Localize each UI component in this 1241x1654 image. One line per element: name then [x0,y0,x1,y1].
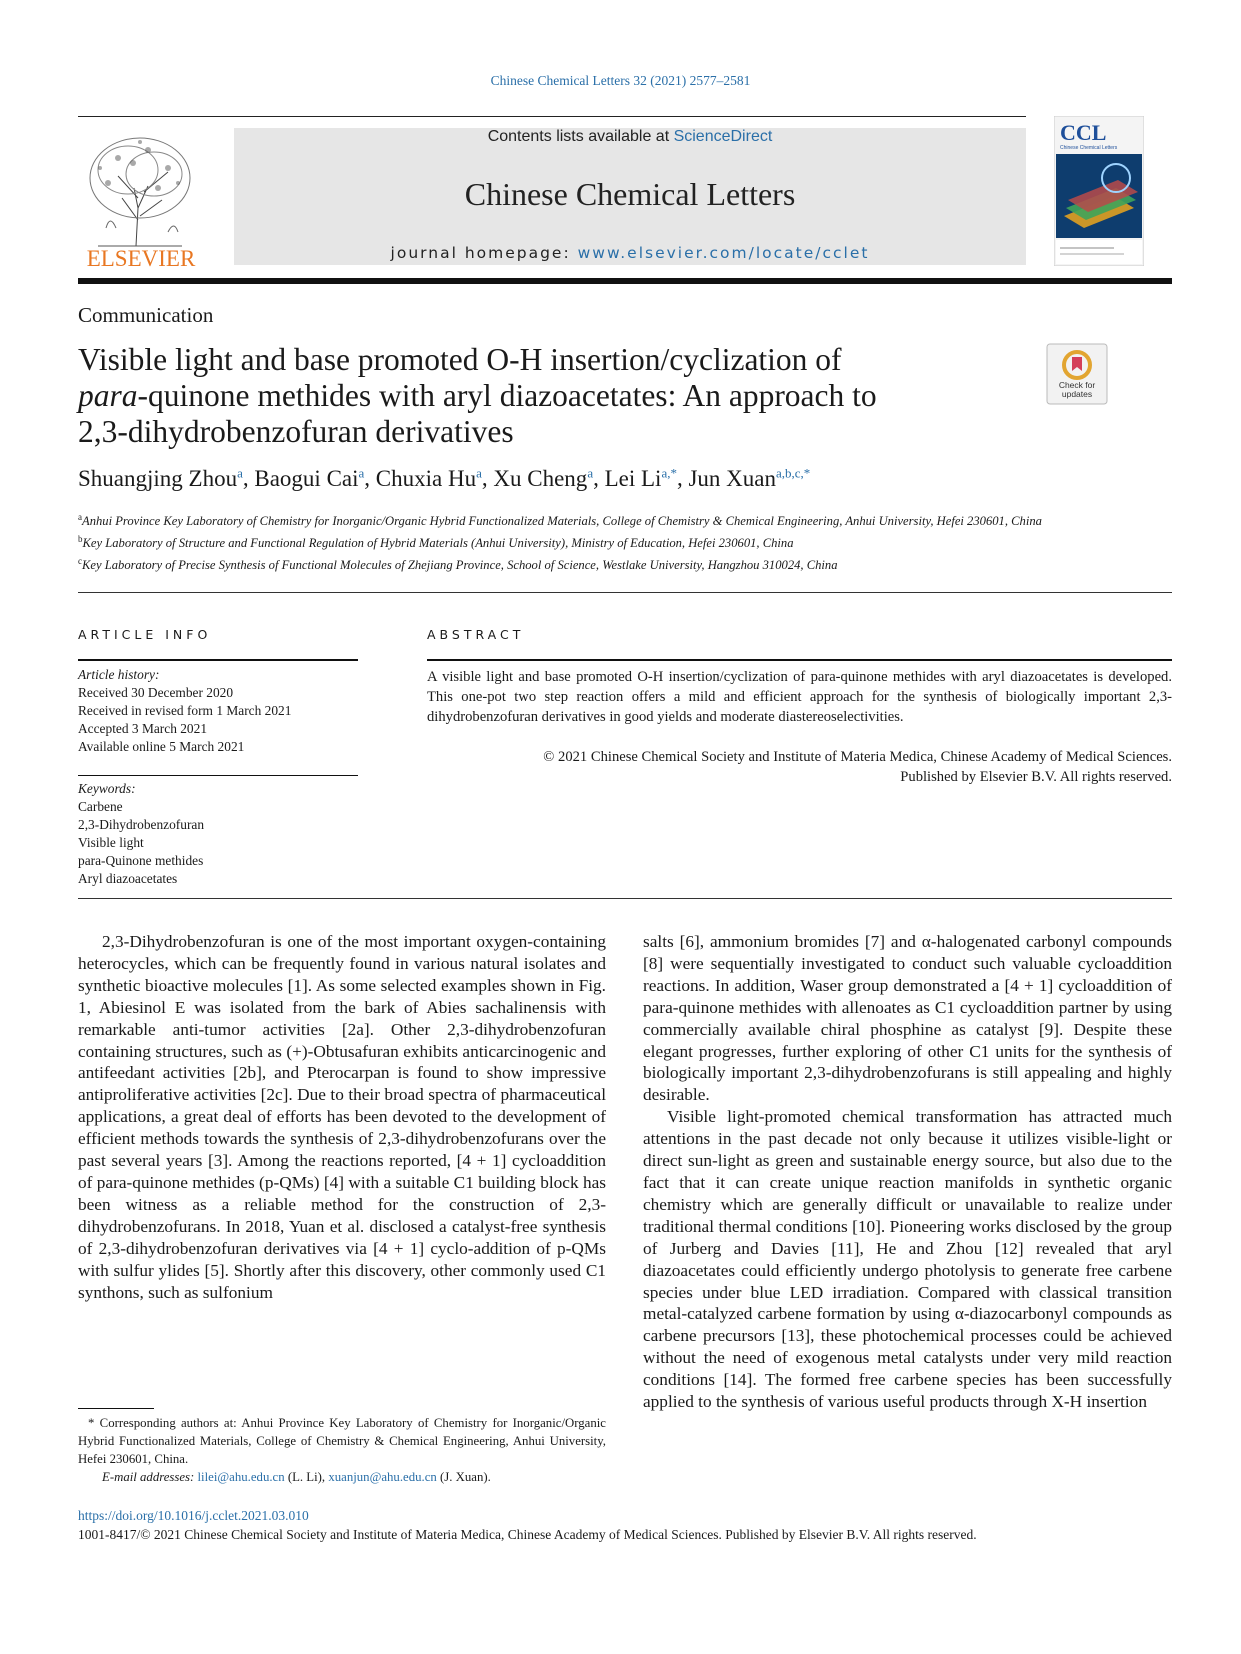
check-for-updates-button[interactable] [1046,343,1108,405]
journal-cover-image [1054,116,1144,266]
article-history [78,666,358,756]
abstract-heading: ABSTRACT [427,627,525,642]
abstract-rule [427,659,1172,661]
footnote [78,1414,606,1486]
keywords-rule [78,775,358,776]
divider [78,898,1172,899]
keywords-label: Keywords: [78,781,136,796]
elsevier-logo[interactable] [78,128,204,270]
email-line: E-mail addresses: lilei@ahu.edu.cn (L. Li), xuanjun@ahu.edu.cn (J. Xuan). [102,1470,491,1484]
author[interactable]: Xu Cheng$^a$ [493,465,594,491]
journal-cover[interactable] [1054,116,1144,266]
author[interactable]: Shuangjing Zhou$^a$ [78,465,243,491]
history-online: Available online 5 March 2021 [78,739,245,754]
homepage-link[interactable]: www.elsevier.com/locate/cclet [577,244,870,262]
body-column-left [78,931,606,1303]
body-column-right [643,931,1172,1413]
author[interactable]: Jun Xuan$^{a,b,c,*}$ [688,465,811,491]
email-link[interactable]: lilei@ahu.edu.cn [197,1470,285,1484]
journal-citation[interactable]: Chinese Chemical Letters 32 (2021) 2577–2581 [490,73,751,88]
email-link[interactable]: xuanjun@ahu.edu.cn [328,1470,437,1484]
affiliation-c: $^c$Key Laboratory of Precise Synthesis of Functional Molecules of Zhejiang Province, School of Science, Westlake University, Hangzhou 310024, China [78,555,838,572]
check-updates-label: Check for updates [1058,380,1096,399]
cover-logo: CCL [1060,120,1107,145]
journal-title: Chinese Chemical Letters [464,176,796,212]
cover-subtitle: Chinese Chemical Letters [1060,145,1118,151]
affiliations [78,509,1078,574]
history-label: Article history: [78,667,160,682]
affiliation-b: $^b$Key Laboratory of Structure and Functional Regulation of Hybrid Materials (Anhui University), Ministry of Education, Hefei 230601, China [78,533,794,550]
sciencedirect-link[interactable]: ScienceDirect [673,128,773,145]
corresponding-note: * Corresponding authors at: Anhui Province Key Laboratory of Chemistry for Inorganic/Organic Hybrid Functionalized Materials, College of Chemistry & Chemical Engineering, Anhui University, Hefei 230601, China. [78,1416,606,1466]
doi-link[interactable]: https://doi.org/10.1016/j.cclet.2021.03.010 [78,1508,309,1523]
history-revised: Received in revised form 1 March 2021 [78,703,292,718]
affiliation-a: $^a$Anhui Province Key Laboratory of Chemistry for Inorganic/Organic Hybrid Functionalized Materials, College of Chemistry & Chemical Engineering, Anhui University, Hefei 230601, China [78,512,1042,529]
issn-copyright: 1001-8417/© 2021 Chinese Chemical Society and Institute of Materia Medica, Chinese Academy of Medical Sciences. Published by Elsevier B.V. All rights reserved. [78,1527,977,1542]
header-thick-rule [78,278,1172,284]
keyword: 2,3-Dihydrobenzofuran [78,817,205,832]
body-paragraph: salts [6], ammonium bromides [7] and α-halogenated carbonyl compounds [8] were sequentially investigated to conduct such valuable cycloaddition reactions. In addition, Waser group demonstrated a [4 + 1] cycloaddition of para-quinone methides with allenoates as C1 cycloaddition partner by using commercially available chiral phosphine as catalyst [9]. Despite these elegant progresses, further exploring of other C1 units for the synthesis of biologically important 2,3-dihydrobenzofurans is still appealing and highly desirable. [643,932,1172,1105]
header-rule [78,116,1026,117]
title-line-1: Visible light and base promoted O-H insertion/cyclization of [78,342,842,377]
contents-line [234,128,1026,146]
keywords [78,780,358,888]
title-line-2 [78,378,978,414]
body-paragraph: Visible light-promoted chemical transformation has attracted much attentions in the past decade not only because it utilizes visible-light or direct sun-light as green and sustainable energy source, but also due to the fact that it can create unique reaction manifolds in synthetic organic chemistry which are generally difficult or unavailable to realize under traditional thermal conditions [10]. Pioneering works disclosed by the group of Jurberg and Davies [11], He and Zhou [12] revealed that aryl diazoacetates could efficiently undergo photolysis to generate free carbene species under blue LED irradiation. Compared with classical transition metal-catalyzed carbene formation by using α-diazocarbonyl compounds as carbene precursors [13], these photochemical processes could be achieved without the need of exogenous metal catalysts under very mild reaction conditions [14]. The formed free carbene species has been successfully applied to the synthesis of various useful products through X-H insertion [643,1107,1172,1412]
keyword: Carbene [78,799,123,814]
abstract-text: A visible light and base promoted O-H insertion/cyclization of para-quinone methides with aryl diazoacetates is developed. This one-pot two step reaction offers a mild and efficient approach for the synthesis of biologically important 2,3-dihydrobenzofuran derivatives in good yields and moderate diastereoselectivities. [427,669,1172,725]
history-accepted: Accepted 3 March 2021 [78,721,208,736]
title-line-2-rest: -quinone methides with aryl diazoacetates: An approach to [137,378,877,413]
footnote-rule [78,1408,154,1409]
article-info-heading: ARTICLE INFO [78,627,212,642]
body-paragraph: 2,3-Dihydrobenzofuran is one of the most important oxygen-containing heterocycles, which can be frequently found in various natural isolates and synthetic bioactive molecules [1]. As some selected examples shown in Fig. 1, Abiesinol E was isolated from the bark of Abies sachalinensis with remarkable anti-tumor activities [2a]. Other 2,3-dihydrobenzofuran containing structures, such as (+)-Obtusafuran exhibits anticarcinogenic and antifeedant activities [2b], and Pterocarpan is found to show impressive antiproliferative activities [2c]. Due to their broad spectra of pharmaceutical applications, a great deal of efforts has been devoted to the development of efficient methods towards the synthesis of 2,3-dihydrobenzofurans over the past several years [3]. Among the reactions reported, [4 + 1] cycloaddition of para-quinone methides (p-QMs) [4] with a suitable C1 building block has been witness as a reliable method for the construction of 2,3-dihydrobenzofurans. In 2018, Yuan et al. disclosed a catalyst-free synthesis of 2,3-dihydrobenzofuran derivatives via [4 + 1] cyclo-addition of p-QMs with sulfur ylides [5]. Shortly after this discovery, other commonly used C1 synthons, such as sulfonium [78,932,606,1302]
article-info-rule [78,659,358,661]
history-received: Received 30 December 2020 [78,685,234,700]
title-line-3: 2,3-dihydrobenzofuran derivatives [78,414,514,449]
article-title [78,342,978,450]
article-type: Communication [78,303,214,327]
author[interactable]: Lei $Li^{a,*}$ [604,465,677,491]
author[interactable]: Baogui Cai$^a$ [254,465,365,491]
homepage-label: journal homepage: [390,244,578,262]
elsevier-tree-icon [78,128,204,270]
keyword: Visible light [78,835,144,850]
keyword: para-Quinone methides [78,853,204,868]
title-italic-para: para [78,378,138,413]
author[interactable]: Chuxia Hu$^a$ [375,465,482,491]
divider [78,592,1172,593]
author-list: Shuangjing Zhou$^a$, Baogui Cai$^a$, Chuxia Hu$^a$, Xu Cheng$^a$, Lei $Li^{a,*}$, Jun Xuan$^{a,b,c,*}$ [78,465,811,491]
keyword: Aryl diazoacetates [78,871,178,886]
abstract-copyright: © 2021 Chinese Chemical Society and Institute of Materia Medica, Chinese Academy of Medical Sciences. Published by Elsevier B.V. All rights reserved. [543,749,1172,785]
elsevier-wordmark: ELSEVIER [86,246,196,270]
journal-homepage [234,244,1026,262]
contents-prefix: Contents lists available at [487,128,674,145]
